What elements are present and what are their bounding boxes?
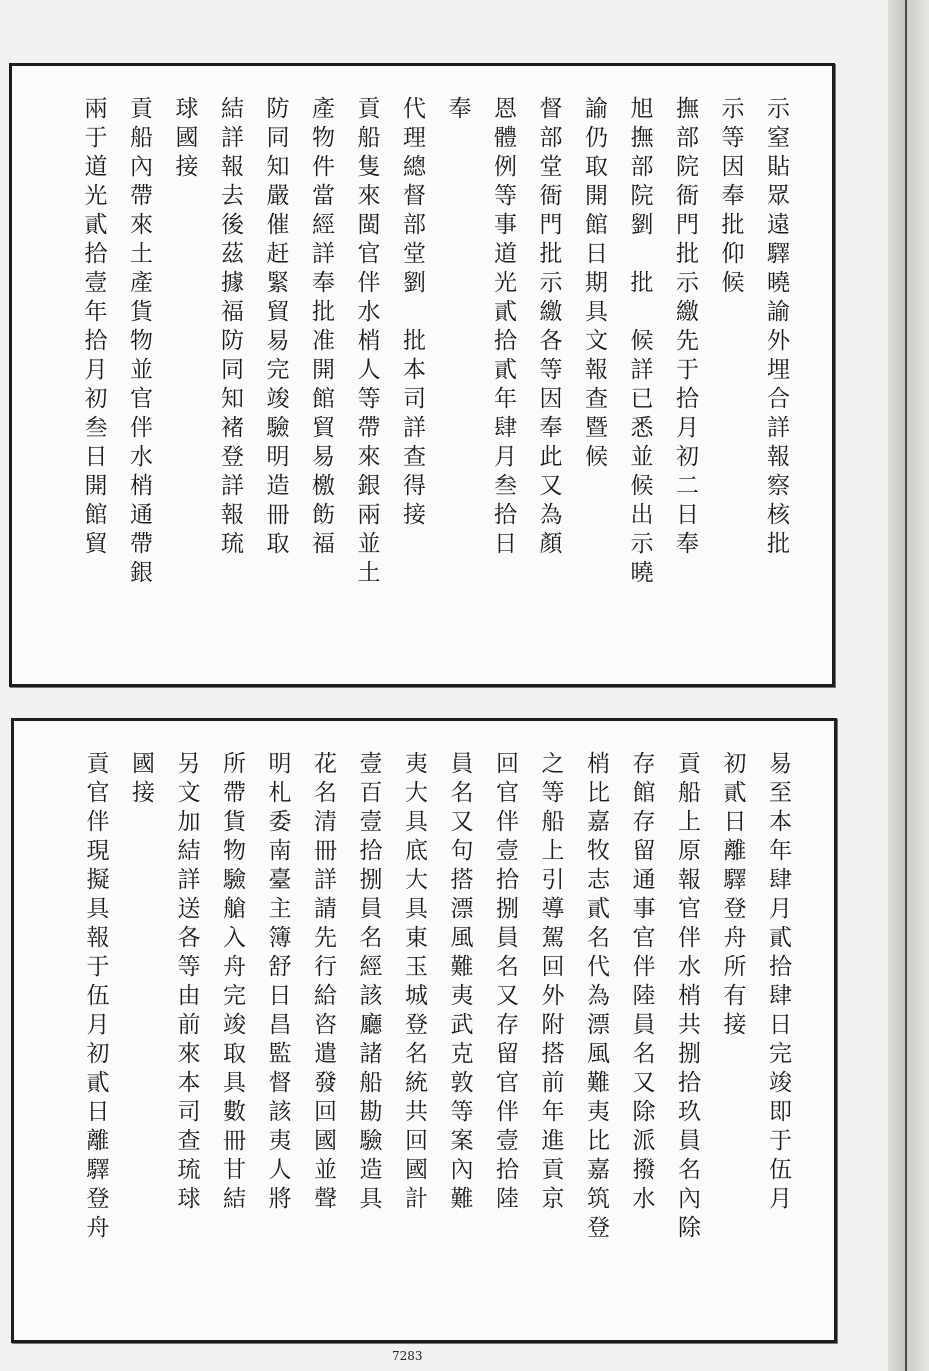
top-column: 諭仍取開館日期具文報查暨候 bbox=[581, 96, 607, 473]
top-column: 球國接 bbox=[171, 96, 198, 183]
top-panel-vertical-text bbox=[70, 96, 798, 662]
top-column: 旭撫部院劉 批 候詳已悉並候出示曉 bbox=[626, 96, 653, 589]
bottom-column: 壹百壹拾捌員名經該廳諸船勘驗造具 bbox=[355, 751, 382, 1215]
bottom-column: 夷大具底大具東玉城登名統共回國計 bbox=[401, 751, 427, 1215]
page-number: 7283 bbox=[392, 1349, 423, 1363]
bottom-column: 梢比嘉牧志貳名代為漂風難夷比嘉筑登 bbox=[583, 751, 609, 1244]
bottom-column: 初貳日離驛登舟所有接 bbox=[719, 751, 746, 1041]
bottom-document-panel bbox=[11, 718, 837, 1343]
bottom-column: 回官伴壹拾捌員名又存留官伴壹拾陸 bbox=[492, 751, 518, 1215]
adjacent-page-edge bbox=[888, 0, 929, 1371]
top-document-panel bbox=[9, 63, 835, 687]
top-column: 貢船內帶來土產貨物並官伴水梢通帶銀 bbox=[126, 96, 152, 589]
bottom-column: 易至本年肆月貳拾肆日完竣即于伍月 bbox=[765, 751, 791, 1215]
bottom-column: 花名清冊詳請先行給咨遣發回國並聲 bbox=[310, 751, 336, 1215]
top-column: 兩于道光貳拾壹年拾月初叁日開館貿 bbox=[80, 96, 107, 560]
top-column: 示窒貼眾遠驛曉諭外埋合詳報察核批 bbox=[763, 96, 789, 560]
top-column: 示等因奉批仰候 bbox=[717, 96, 744, 299]
bottom-column: 之等船上引導駕回外附搭前年進貢京 bbox=[537, 751, 564, 1215]
bottom-column: 貢船上原報官伴水梢共捌拾玖員名內除 bbox=[674, 751, 700, 1244]
bottom-column: 貢官伴現擬具報于伍月初貳日離驛登舟 bbox=[82, 751, 109, 1244]
top-column: 恩體例等事道光貳拾貳年肆月叁拾日 bbox=[490, 96, 516, 560]
bottom-panel-vertical-text bbox=[72, 751, 800, 1318]
bottom-column: 國接 bbox=[128, 751, 154, 809]
bottom-column: 明札委南臺主簿舒日昌監督該夷人將 bbox=[264, 751, 291, 1215]
top-column: 撫部院衙門批示繳先于拾月初二日奉 bbox=[672, 96, 698, 560]
top-column: 代理總督部堂劉 批本司詳查得接 bbox=[399, 96, 425, 531]
top-column: 產物件當經詳奉批准開館貿易檄飭福 bbox=[308, 96, 334, 560]
bottom-column: 員名又句搭漂風難夷武克敦等案內難 bbox=[446, 751, 473, 1215]
bottom-column: 存館存留通事官伴陸員名又除派撥水 bbox=[628, 751, 655, 1215]
bottom-column: 所帶貨物驗艙入舟完竣取具數冊甘結 bbox=[219, 751, 245, 1215]
top-column: 督部堂衙門批示繳各等因奉此又為顏 bbox=[535, 96, 562, 560]
top-column: 結詳報去後茲據福防同知褚登詳報琉 bbox=[217, 96, 243, 560]
top-column: 防同知嚴催赶緊貿易完竣驗明造冊取 bbox=[262, 96, 289, 560]
top-column: 貢船隻來閩官伴水梢人等帶來銀兩並土 bbox=[353, 96, 380, 589]
top-column: 奉 bbox=[444, 96, 471, 125]
bottom-column: 另文加結詳送各等由前來本司查琉球 bbox=[173, 751, 200, 1215]
binding-shadow-line bbox=[905, 0, 907, 1371]
